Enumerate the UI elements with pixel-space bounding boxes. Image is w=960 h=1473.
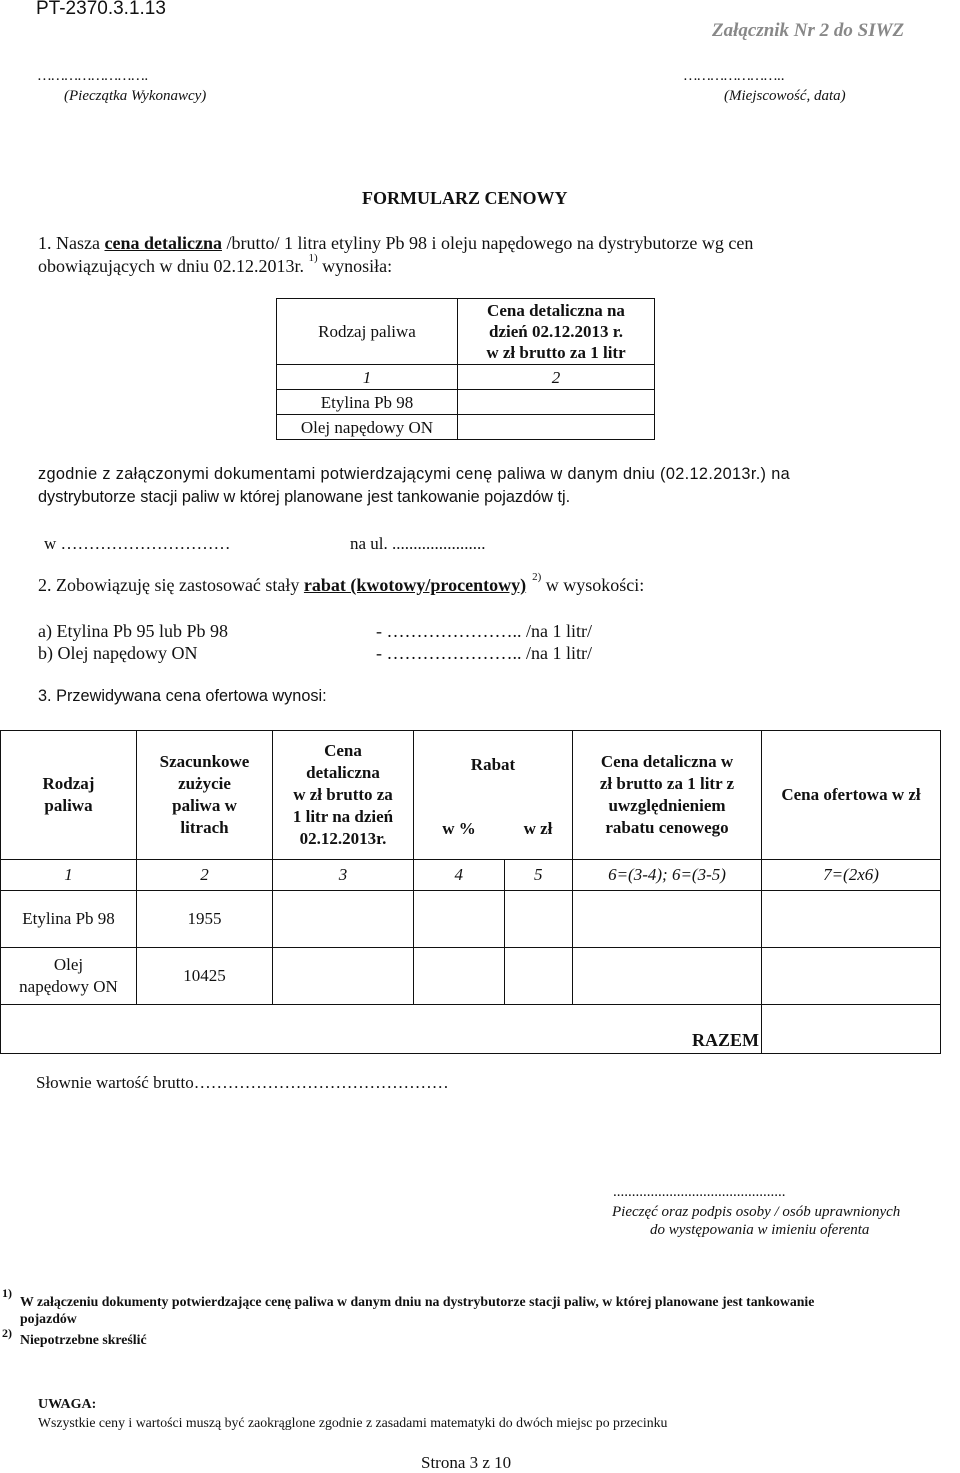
table-header-row [277, 299, 655, 365]
discount-item-a-field[interactable]: - ………………….. /na 1 litr/ [376, 621, 592, 641]
usage-cell: 10425 [137, 948, 273, 1005]
discount-item-b-label: b) Olej napędowy ON [38, 643, 198, 663]
section1-text-c: /brutto/ 1 litra etyliny Pb 98 i oleju napędowego na dystrybutorze wg cen [221, 233, 754, 253]
fuel-type-line2: napędowy ON [19, 977, 118, 996]
page-number: Strona 3 z 10 [421, 1453, 512, 1472]
section1-text-e: wynosiła: [317, 256, 393, 276]
discounted-price-cell[interactable] [573, 948, 762, 1005]
discounted-header-line1: Cena detaliczna w [600, 752, 734, 771]
discount-amount-cell[interactable] [504, 948, 573, 1005]
usage-header-line4: litrach [180, 818, 229, 837]
footnote-2-text: Niepotrzebne skreślić [20, 1332, 147, 1347]
footnote-ref-1: 1) [308, 252, 318, 264]
section3-text: 3. Przewidywana cena ofertowa wynosi: [38, 687, 327, 705]
fuel-type-cell [1, 948, 137, 1005]
usage-header [137, 731, 273, 860]
offer-price-table [0, 730, 941, 1054]
place-label: (Miejscowość, data) [724, 88, 846, 104]
usage-header-line2: zużycie [178, 774, 231, 793]
column-number-5: 5 [504, 860, 573, 891]
section1-line2 [38, 252, 393, 277]
discount-percent-header: w % [414, 798, 505, 859]
section1-line1 [38, 233, 910, 254]
signature-label-line2: do występowania w imieniu oferenta [650, 1222, 870, 1238]
table-row [277, 415, 655, 440]
section1-retail-price: cena detaliczna [104, 233, 222, 253]
discounted-price-header [573, 731, 762, 860]
current-price-table [276, 298, 655, 440]
column-number-1: 1 [1, 860, 137, 891]
price-header-line5: 02.12.2013r. [299, 829, 387, 848]
station-town-field[interactable]: w ………………………… [44, 534, 231, 553]
discount-percent-cell[interactable] [414, 891, 505, 948]
footnote-1-mark: 1) [2, 1286, 12, 1300]
column-number-2: 2 [137, 860, 273, 891]
section1-text-d: obowiązujących w dniu 02.12.2013r. [38, 256, 309, 276]
table-header-row [1, 731, 941, 799]
price-header-line4: 1 litr na dzień [292, 807, 394, 826]
retail-price-cell[interactable] [273, 948, 414, 1005]
retail-price-header [458, 299, 655, 365]
usage-header-line3: paliwa w [172, 796, 237, 815]
fuel-header-line2: paliwa [44, 796, 93, 815]
table-row [1, 948, 941, 1005]
price-header-line1: Cena [324, 741, 362, 760]
retail-price-header-line1: Cena detaliczna na [487, 301, 625, 320]
table-row [277, 390, 655, 415]
discount-percent-cell[interactable] [414, 948, 505, 1005]
retail-price-cell[interactable] [273, 891, 414, 948]
section2-discount-type: rabat (kwotowy/procentowy) [303, 575, 527, 595]
footnote-2-mark: 2) [2, 1326, 12, 1340]
price-header-line3: w zł brutto za [293, 785, 393, 804]
documents-statement-line1: zgodnie z załączonymi dokumentami potwierdzającymi cenę paliwa w danym dniu (02.12.2013r.) na [38, 465, 791, 483]
total-row [1, 1005, 941, 1054]
discounted-header-line4: rabatu cenowego [605, 818, 729, 837]
discount-item-a-label: a) Etylina Pb 95 lub Pb 98 [38, 621, 228, 641]
form-title: FORMULARZ CENOWY [362, 188, 568, 208]
fuel-type-cell: Olej napędowy ON [277, 415, 458, 440]
place-dots: ………………….. [684, 68, 785, 84]
documents-statement-line2: dystrybutorze stacji paliw w której planowane jest tankowanie pojazdów tj. [38, 488, 571, 506]
discounted-price-cell[interactable] [573, 891, 762, 948]
column-number-7: 7=(2x6) [762, 860, 941, 891]
fuel-type-line1: Olej [53, 955, 84, 974]
column-number-6: 6=(3-4); 6=(3-5) [573, 860, 762, 891]
usage-cell: 1955 [137, 891, 273, 948]
discount-amount-header: w zł [504, 798, 573, 859]
offer-price-cell[interactable] [762, 891, 941, 948]
fuel-header-line1: Rodzaj [42, 774, 95, 793]
document-number: PT-2370.3.1.13 [36, 0, 166, 19]
section1-text-a: 1. Nasza [38, 233, 105, 253]
column-number-1: 1 [277, 365, 458, 390]
table-row [1, 891, 941, 948]
price-header-line2: detaliczna [306, 763, 380, 782]
stamp-dots: ……………………. [38, 68, 149, 84]
fuel-type-cell: Etylina Pb 98 [277, 390, 458, 415]
footnote-1-line2: pojazdów [20, 1311, 77, 1326]
section2-discount [38, 571, 645, 596]
discount-item-b-field[interactable]: - ………………….. /na 1 litr/ [376, 643, 592, 663]
offer-price-header: Cena ofertowa w zł [762, 731, 941, 860]
section2-text-a: 2. Zobowiązuję się zastosować stały [38, 575, 304, 595]
column-number-2: 2 [458, 365, 655, 390]
station-street-field[interactable]: na ul. ...................... [350, 534, 486, 553]
price-cell[interactable] [458, 415, 655, 440]
total-label: RAZEM [1, 1005, 762, 1054]
discounted-header-line2: zł brutto za 1 litr z [599, 774, 735, 793]
stamp-label: (Pieczątka Wykonawcy) [64, 88, 207, 104]
footnote-ref-2: 2) [532, 571, 542, 583]
usage-header-line1: Szacunkowe [159, 752, 250, 771]
discount-amount-cell[interactable] [504, 891, 573, 948]
price-cell[interactable] [458, 390, 655, 415]
footnote-1-line1: W załączeniu dokumenty potwierdzające cenę paliwa w danym dniu na dystrybutorze stacji paliw, w której planowane jest tankowanie [20, 1294, 815, 1309]
section2-text-c: w wysokości: [541, 575, 645, 595]
signature-label-line1: Pieczęć oraz podpis osoby / osób uprawnionych [612, 1204, 901, 1220]
retail-price-header-line2: dzień 02.12.2013 r. [489, 322, 623, 341]
fuel-type-header: Rodzaj paliwa [277, 299, 458, 365]
column-number-3: 3 [273, 860, 414, 891]
note-text: Wszystkie ceny i wartości muszą być zaokrąglone zgodnie z zasadami matematyki do dwóch miejsc po przecinku [38, 1415, 668, 1430]
retail-price-header [273, 731, 414, 860]
table-number-row [277, 365, 655, 390]
table-number-row [1, 860, 941, 891]
discounted-header-line3: uwzględnieniem [608, 796, 726, 815]
column-number-4: 4 [414, 860, 505, 891]
offer-price-cell[interactable] [762, 948, 941, 1005]
attachment-label: Załącznik Nr 2 do SIWZ [712, 20, 905, 41]
amount-in-words-field[interactable]: Słownie wartość brutto……………………………………… [36, 1073, 449, 1092]
discount-header: Rabat [414, 731, 573, 799]
total-value-cell[interactable] [762, 1005, 941, 1054]
signature-dots: .............................................. [613, 1184, 786, 1200]
fuel-type-header [1, 731, 137, 860]
fuel-type-cell: Etylina Pb 98 [1, 891, 137, 948]
retail-price-header-line3: w zł brutto za 1 litr [486, 343, 626, 362]
note-title: UWAGA: [38, 1397, 97, 1412]
